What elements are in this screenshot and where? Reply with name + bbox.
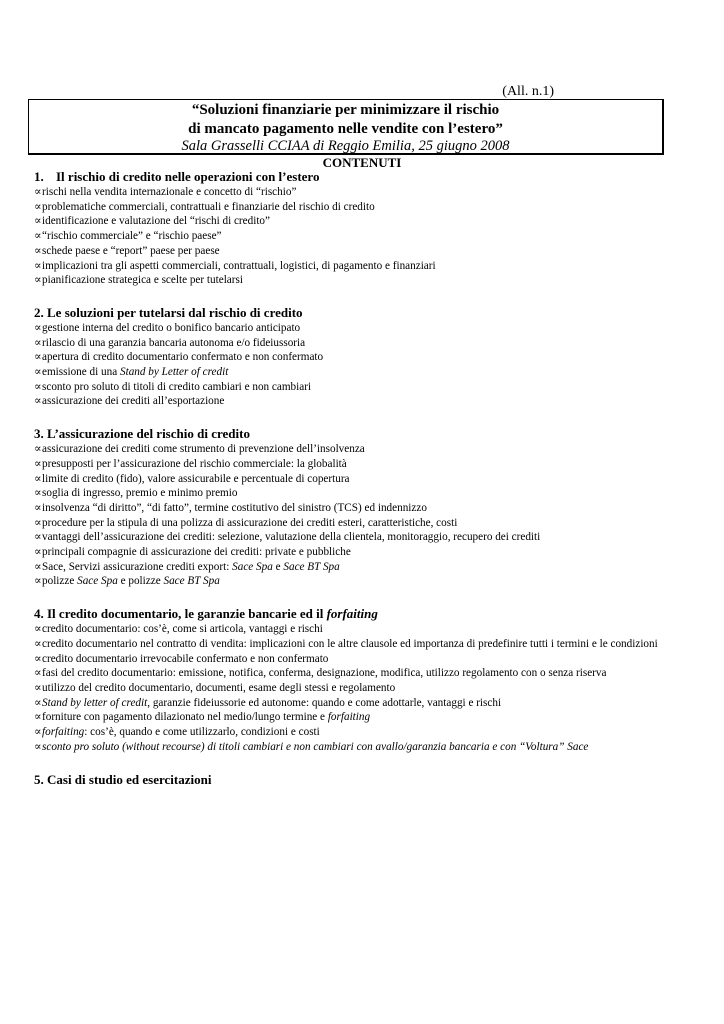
bullet-icon: ∝ bbox=[34, 186, 42, 198]
bullet-icon: ∝ bbox=[34, 575, 42, 588]
bullet-icon: ∝ bbox=[34, 457, 42, 470]
list-item bbox=[34, 394, 694, 409]
list-item-italic: Sace Spa bbox=[77, 575, 118, 588]
bullet-icon: ∝ bbox=[34, 516, 42, 529]
list-item bbox=[34, 229, 694, 244]
list-item-text: apertura di credito documentario confermato e non confermato bbox=[42, 351, 324, 364]
list-item bbox=[34, 622, 694, 637]
list-item bbox=[34, 350, 694, 365]
list-item bbox=[34, 200, 694, 215]
list-item bbox=[34, 530, 694, 545]
list-item-text: vantaggi dell’assicurazione dei crediti: selezione, valutazione della clientela, monitoraggio, recupero dei crediti bbox=[42, 531, 541, 544]
list-item-text: polizze bbox=[42, 575, 78, 588]
bullet-icon: ∝ bbox=[34, 200, 42, 213]
bullet-icon: ∝ bbox=[34, 351, 42, 364]
list-item bbox=[34, 574, 694, 589]
section-4-title-text: 4. Il credito documentario, le garanzie bancarie ed il bbox=[34, 606, 327, 622]
bullet-icon: ∝ bbox=[34, 667, 42, 680]
bullet-icon: ∝ bbox=[34, 244, 42, 257]
list-item bbox=[34, 696, 694, 711]
list-item-text: emissione di una bbox=[42, 366, 120, 379]
list-item-text: Sace, Servizi assicurazione crediti export: bbox=[42, 560, 233, 573]
bullet-icon: ∝ bbox=[34, 443, 42, 456]
list-item-text: sconto pro soluto di titoli di credito cambiari e non cambiari bbox=[42, 380, 312, 393]
list-item-text: insolvenza “di diritto”, “di fatto”, termine costitutivo del sinistro (TCS) ed indennizzo bbox=[42, 501, 427, 514]
list-item bbox=[34, 472, 694, 487]
list-item-text: “rischio commerciale” e “rischio paese” bbox=[42, 230, 222, 243]
list-item-italic: Sace BT Spa bbox=[163, 575, 220, 588]
bullet-icon: ∝ bbox=[34, 259, 42, 272]
section-5 bbox=[34, 771, 694, 788]
list-item-italic: forfaiting bbox=[327, 711, 371, 724]
event-subtitle: Sala Grasselli CCIAA di Reggio Emilia, 25 giugno 2008 bbox=[181, 138, 510, 154]
bullet-icon: ∝ bbox=[34, 696, 42, 709]
list-item-text: presupposti per l’assicurazione del rischio commerciale: la globalità bbox=[42, 457, 347, 470]
list-item-italic: Sace Spa bbox=[232, 560, 273, 573]
section-4-list bbox=[34, 622, 694, 754]
list-item-text: credito documentario nel contratto di vendita: implicazioni con le altre clausole ed importanza di predefinire tutti i termini e le condizioni bbox=[42, 637, 658, 650]
section-4 bbox=[34, 605, 694, 754]
list-item-text: implicazioni tra gli aspetti commerciali, contrattuali, logistici, di pagamento e finanziari bbox=[42, 259, 436, 272]
section-5-title: 5. Casi di studio ed esercitazioni bbox=[34, 771, 212, 787]
list-item bbox=[34, 545, 694, 560]
list-item bbox=[34, 365, 694, 380]
list-item-italic: sconto pro soluto (without recourse) di titoli cambiari e non cambiari con avallo/garanzia bancaria e con “Voltura” Sace bbox=[42, 740, 589, 753]
list-item bbox=[34, 740, 694, 755]
list-item-italic: Sace BT Spa bbox=[283, 560, 340, 573]
list-item-text: principali compagnie di assicurazione dei crediti: private e pubbliche bbox=[42, 546, 351, 559]
section-3-title: 3. L’assicurazione del rischio di credito bbox=[34, 426, 250, 442]
bullet-icon: ∝ bbox=[34, 366, 42, 379]
title-line-1: “Soluzioni finanziarie per minimizzare il rischio bbox=[191, 102, 500, 118]
bullet-icon: ∝ bbox=[34, 711, 42, 724]
list-item bbox=[34, 501, 694, 516]
list-item-text: assicurazione dei crediti come strumento di prevenzione dell’insolvenza bbox=[42, 443, 365, 456]
list-item-text: identificazione e valutazione del “rischi di credito” bbox=[42, 215, 270, 228]
list-item-text: : cos’è, quando e come utilizzarlo, condizioni e costi bbox=[84, 726, 320, 739]
title-box bbox=[28, 99, 664, 155]
list-item bbox=[34, 666, 694, 681]
list-item bbox=[34, 652, 694, 667]
bullet-icon: ∝ bbox=[34, 546, 42, 559]
section-2-list bbox=[34, 321, 694, 409]
list-item-text: utilizzo del credito documentario, documenti, esame degli stessi e regolamento bbox=[42, 681, 396, 694]
list-item-text: , garanzie fideiussorie ed autonome: quando e come adottarle, vantaggi e rischi bbox=[147, 696, 502, 709]
list-item-text: soglia di ingresso, premio e minimo premio bbox=[42, 487, 238, 500]
bullet-icon: ∝ bbox=[34, 740, 42, 753]
bullet-icon: ∝ bbox=[34, 652, 42, 665]
list-item bbox=[34, 560, 694, 575]
bullet-icon: ∝ bbox=[34, 501, 42, 514]
bullet-icon: ∝ bbox=[34, 380, 42, 393]
section-2 bbox=[34, 304, 694, 409]
contents-body bbox=[34, 168, 694, 788]
list-item bbox=[34, 244, 694, 259]
list-item bbox=[34, 516, 694, 531]
list-item bbox=[34, 214, 694, 229]
bullet-icon: ∝ bbox=[34, 215, 42, 228]
bullet-icon: ∝ bbox=[34, 726, 42, 739]
list-item-text: rischi nella vendita internazionale e concetto di “rischio” bbox=[42, 186, 297, 198]
list-item bbox=[34, 725, 694, 740]
list-item bbox=[34, 336, 694, 351]
bullet-icon: ∝ bbox=[34, 230, 42, 243]
section-1-number: 1. bbox=[34, 169, 44, 184]
section-2-title: 2. Le soluzioni per tutelarsi dal rischio di credito bbox=[34, 304, 303, 320]
list-item bbox=[34, 185, 694, 200]
list-item-text: forniture con pagamento dilazionato nel medio/lungo termine e bbox=[42, 711, 328, 724]
section-1-title bbox=[34, 168, 694, 185]
list-item bbox=[34, 321, 694, 336]
list-item-text: credito documentario irrevocabile confermato e non confermato bbox=[42, 652, 329, 665]
title-line-2: di mancato pagamento nelle vendite con l’estero” bbox=[188, 121, 503, 137]
list-item-text: limite di credito (fido), valore assicurabile e percentuale di copertura bbox=[42, 472, 350, 485]
list-item-text: e bbox=[272, 560, 284, 573]
section-4-title-italic: forfaiting bbox=[326, 606, 378, 622]
bullet-icon: ∝ bbox=[34, 531, 42, 544]
list-item-text: assicurazione dei crediti all’esportazione bbox=[42, 395, 225, 408]
list-item bbox=[34, 486, 694, 501]
list-item-text: schede paese e “report” paese per paese bbox=[42, 244, 220, 257]
section-1-list bbox=[34, 185, 694, 288]
bullet-icon: ∝ bbox=[34, 623, 42, 636]
bullet-icon: ∝ bbox=[34, 472, 42, 485]
list-item bbox=[34, 637, 694, 652]
bullet-icon: ∝ bbox=[34, 637, 42, 650]
list-item bbox=[34, 380, 694, 395]
list-item bbox=[34, 681, 694, 696]
bullet-icon: ∝ bbox=[34, 395, 42, 408]
list-item-text: gestione interna del credito o bonifico bancario anticipato bbox=[42, 321, 301, 334]
list-item bbox=[34, 259, 694, 274]
list-item bbox=[34, 273, 694, 288]
list-item-text: e polizze bbox=[117, 575, 164, 588]
list-item-italic: Stand by letter of credit bbox=[42, 696, 148, 709]
list-item-text: credito documentario: cos’è, come si articola, vantaggi e rischi bbox=[42, 623, 323, 636]
bullet-icon: ∝ bbox=[34, 336, 42, 349]
section-3-list bbox=[34, 442, 694, 589]
list-item-text: fasi del credito documentario: emissione, notifica, conferma, designazione, modifica, utilizzo regolamento con o senza riserva bbox=[42, 667, 607, 680]
contents-heading: CONTENUTI bbox=[322, 155, 402, 170]
list-item-text: pianificazione strategica e scelte per tutelarsi bbox=[42, 274, 243, 287]
section-3 bbox=[34, 425, 694, 589]
bullet-icon: ∝ bbox=[34, 681, 42, 694]
list-item-text: problematiche commerciali, contrattuali e finanziarie del rischio di credito bbox=[42, 200, 375, 213]
bullet-icon: ∝ bbox=[34, 321, 42, 334]
list-item-italic: Stand by Letter of credit bbox=[120, 366, 229, 379]
bullet-icon: ∝ bbox=[34, 487, 42, 500]
attachment-label: (All. n.1) bbox=[502, 84, 554, 99]
list-item-text: procedure per la stipula di una polizza di assicurazione dei crediti esteri, caratteristiche, costi bbox=[42, 516, 458, 529]
list-item-text: rilascio di una garanzia bancaria autonoma e/o fideiussoria bbox=[42, 336, 306, 349]
list-item bbox=[34, 442, 694, 457]
bullet-icon: ∝ bbox=[34, 274, 42, 287]
section-1 bbox=[34, 168, 694, 288]
section-1-title-text: Il rischio di credito nelle operazioni con l’estero bbox=[56, 169, 320, 184]
section-4-title bbox=[34, 605, 694, 622]
list-item-italic: forfaiting bbox=[42, 726, 85, 739]
list-item bbox=[34, 710, 694, 725]
bullet-icon: ∝ bbox=[34, 560, 42, 573]
list-item bbox=[34, 457, 694, 472]
